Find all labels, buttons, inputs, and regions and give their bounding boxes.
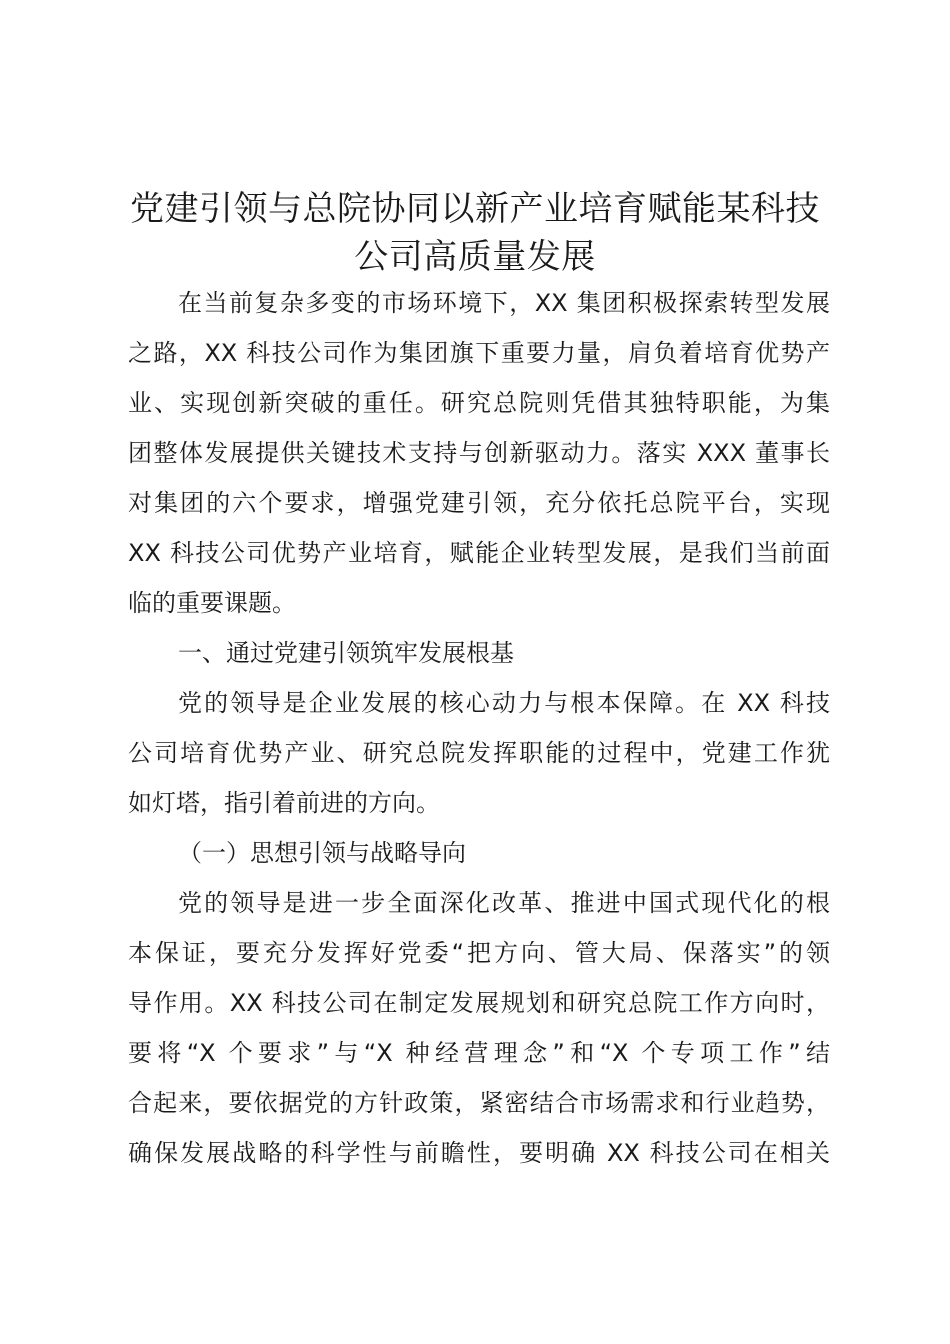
document-title-line-1: 党建引领与总院协同以新产业培育赋能某科技 [130, 189, 820, 229]
paragraph-line: 党的领导是进一步全面深化改革、推进中国式现代化的根 [178, 889, 830, 917]
paragraph-line: XX 科技公司优势产业培育，赋能企业转型发展，是我们当前面 [128, 539, 830, 567]
paragraph-line: 业、实现创新突破的重任。研究总院则凭借其独特职能，为集 [128, 389, 830, 417]
document-title-line-2: 公司高质量发展 [354, 237, 596, 277]
paragraph-line: 在当前复杂多变的市场环境下，XX 集团积极探索转型发展 [178, 289, 830, 317]
paragraph-line: 团整体发展提供关键技术支持与创新驱动力。落实 XXX 董事长 [128, 439, 830, 467]
paragraph-line: 如灯塔，指引着前进的方向。 [128, 789, 440, 817]
paragraph-line: 之路，XX 科技公司作为集团旗下重要力量，肩负着培育优势产 [128, 339, 830, 367]
paragraph-line: 导作用。XX 科技公司在制定发展规划和研究总院工作方向时， [128, 989, 830, 1017]
paragraph-line: 公司培育优势产业、研究总院发挥职能的过程中，党建工作犹 [128, 739, 830, 767]
paragraph-line: 合起来，要依据党的方针政策，紧密结合市场需求和行业趋势， [128, 1089, 830, 1117]
paragraph-line: 对集团的六个要求，增强党建引领，充分依托总院平台，实现 [128, 489, 830, 517]
paragraph-line: 党的领导是企业发展的核心动力与根本保障。在 XX 科技 [178, 689, 830, 717]
paragraph-line: 确保发展战略的科学性与前瞻性，要明确 XX 科技公司在相关 [128, 1139, 830, 1167]
section-heading: 一、通过党建引领筑牢发展根基 [178, 639, 514, 667]
paragraph-line: 要将“X 个要求”与“X 种经营理念”和“X 个专项工作”结 [128, 1039, 830, 1067]
subsection-heading: （一）思想引领与战略导向 [178, 839, 466, 867]
paragraph-line: 临的重要课题。 [128, 589, 296, 617]
paragraph-line: 本保证，要充分发挥好党委“把方向、管大局、保落实”的领 [128, 939, 830, 967]
